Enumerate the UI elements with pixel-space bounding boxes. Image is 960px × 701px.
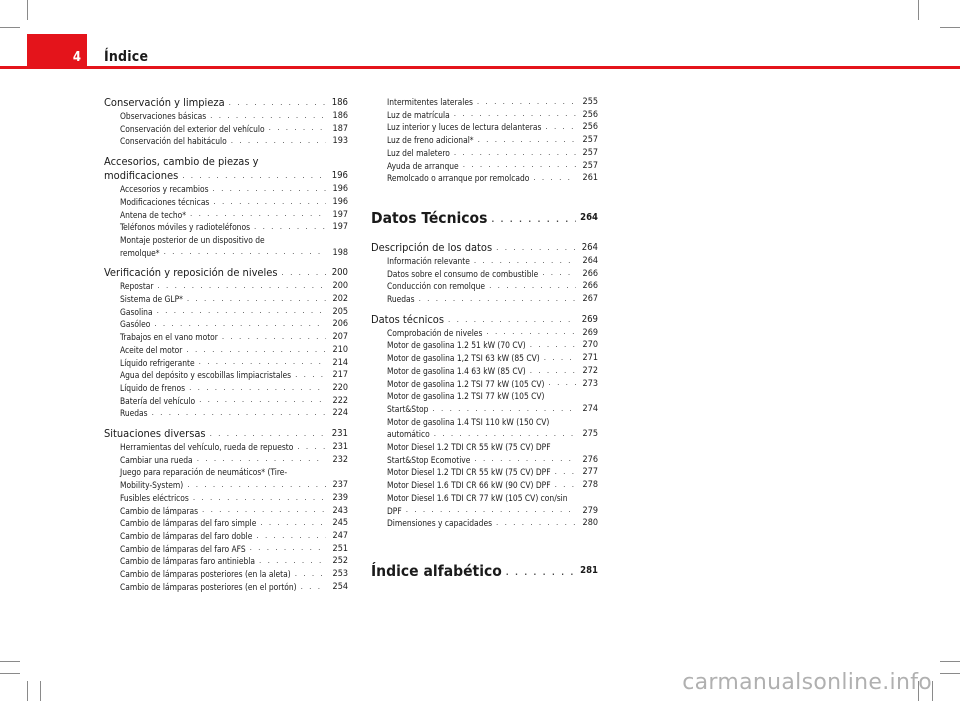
toc-entry-page: 187 — [332, 123, 348, 134]
toc-entry-page: 196 — [331, 170, 348, 182]
toc-entry-title: Cambio de lámparas faro antiniebla — [120, 556, 256, 567]
toc-entry-title: Gasóleo — [120, 319, 151, 330]
dot-leader — [202, 505, 326, 517]
toc-entry[interactable] — [104, 382, 348, 395]
toc-entry-page: 200 — [331, 267, 348, 279]
dot-leader — [213, 184, 327, 196]
toc-entry[interactable] — [371, 365, 598, 378]
toc-entry-page: 220 — [332, 382, 348, 393]
toc-entry-title: Luz interior y luces de lectura delanteras — [387, 122, 542, 133]
dot-leader — [269, 123, 326, 135]
crop-mark — [932, 681, 933, 701]
dot-leader — [448, 315, 576, 327]
toc-entry-page: 280 — [582, 518, 598, 529]
dot-leader — [210, 111, 326, 123]
toc-entry[interactable] — [104, 454, 348, 467]
toc-entry-page: 251 — [332, 543, 348, 554]
toc-entry-title: Situaciones diversas — [104, 427, 206, 441]
dot-leader — [491, 215, 576, 229]
toc-entry-title-line: Juego para reparación de neumáticos* (Tire- — [120, 467, 288, 478]
toc-entry[interactable] — [104, 96, 348, 110]
toc-entry[interactable] — [371, 207, 598, 229]
crop-mark — [27, 0, 28, 20]
dot-leader — [152, 408, 326, 420]
toc-entry-title: Conducción con remolque — [387, 281, 486, 292]
toc-entry[interactable] — [371, 313, 598, 327]
toc-entry-page: 196 — [332, 196, 348, 207]
toc-entry-page: 266 — [582, 281, 598, 292]
toc-entry[interactable] — [371, 378, 598, 391]
toc-entry[interactable] — [104, 344, 348, 357]
toc-entry[interactable] — [104, 331, 348, 344]
toc-entry-title: Datos técnicos — [371, 312, 444, 326]
toc-entry-title: Agua del depósito y escobillas limpiacristales — [120, 370, 292, 381]
toc-entry-page: 231 — [332, 442, 348, 453]
toc-entry[interactable] — [371, 268, 598, 281]
toc-entry-page: 186 — [332, 111, 348, 121]
toc-entry[interactable] — [371, 339, 598, 352]
toc-entry-page: 214 — [332, 357, 348, 368]
toc-entry[interactable] — [371, 403, 598, 416]
dot-leader — [157, 306, 326, 318]
toc-entry[interactable] — [371, 96, 598, 109]
toc-entry[interactable] — [104, 407, 348, 420]
toc-entry-title: Motor Diesel 1.2 TDI CR 55 kW (75 CV) DPF — [387, 467, 551, 478]
dot-leader — [496, 243, 576, 255]
dot-leader — [463, 160, 576, 172]
dot-leader — [189, 383, 326, 395]
toc-entry-title: Aceite del motor — [120, 344, 183, 355]
toc-entry-title: Cambio de lámparas del faro simple — [120, 518, 257, 529]
toc-entry-title: Start&Stop — [387, 403, 429, 414]
toc-entry-page: 239 — [332, 492, 348, 503]
toc-entry-page: 270 — [582, 340, 598, 351]
dot-leader — [250, 543, 326, 555]
dot-leader — [229, 98, 326, 110]
toc-entry[interactable] — [104, 266, 348, 280]
toc-entry-title: Conservación del exterior del vehículo — [120, 123, 265, 134]
dot-leader — [434, 429, 576, 441]
toc-entry[interactable] — [104, 280, 348, 293]
toc-entry-page: 281 — [580, 564, 598, 576]
dot-leader — [297, 442, 326, 454]
toc-entry-page: 253 — [332, 569, 348, 580]
dot-leader — [231, 136, 326, 148]
toc-entry-title: Índice alfabético — [371, 561, 502, 580]
toc-entry-page: 264 — [580, 211, 598, 223]
dot-leader — [489, 281, 576, 293]
toc-entry-title: Luz del maletero — [387, 147, 450, 158]
toc-entry[interactable] — [104, 183, 348, 196]
toc-entry-title: Comprobación de niveles — [387, 327, 483, 338]
toc-entry-page: 273 — [582, 378, 598, 389]
header-rule — [0, 66, 960, 69]
dot-leader — [545, 122, 576, 134]
toc-entry-page: 197 — [332, 209, 348, 220]
toc-entry-title: Conservación y limpieza — [104, 96, 225, 109]
toc-entry-title: Herramientas del vehículo, rueda de repuesto — [120, 442, 294, 453]
toc-entry-page: 186 — [331, 97, 348, 108]
toc-entry-title: Conservación del habitáculo — [120, 136, 227, 147]
toc-entry-page: 245 — [332, 518, 348, 529]
dot-leader — [555, 480, 576, 492]
toc-entry[interactable] — [104, 505, 348, 518]
toc-entry-title: Remolcado o arranque por remolcado — [387, 173, 530, 184]
dot-leader — [199, 357, 326, 369]
toc-entry-title: Observaciones básicas — [120, 111, 207, 121]
toc-entry[interactable] — [104, 135, 348, 148]
toc-entry-title: Cambio de lámparas — [120, 505, 199, 516]
toc-entry[interactable] — [371, 121, 598, 134]
toc-entry-page: 196 — [332, 184, 348, 195]
toc-entry-title: Motor de gasolina 1.2 51 kW (70 CV) — [387, 340, 526, 351]
toc-entry-title: Motor Diesel 1.6 TDI CR 66 kW (90 CV) DPF — [387, 480, 551, 491]
dot-leader — [213, 197, 326, 209]
toc-entry-title: Cambio de lámparas posteriores (en la aleta) — [120, 569, 291, 580]
dot-leader — [555, 467, 576, 479]
dot-leader — [474, 256, 576, 268]
toc-entry-page: 200 — [332, 281, 348, 292]
dot-leader — [259, 556, 326, 568]
toc-entry[interactable] — [371, 466, 598, 479]
toc-entry-page: 202 — [332, 294, 348, 305]
toc-entry-title: Batería del vehículo — [120, 395, 196, 406]
toc-entry-page: 252 — [332, 556, 348, 567]
toc-entry[interactable] — [371, 160, 598, 173]
toc-entry-title-line: Motor Diesel 1.2 TDI CR 55 kW (75 CV) DPF — [387, 442, 551, 453]
dot-leader — [295, 370, 326, 382]
toc-entry[interactable] — [104, 196, 348, 209]
toc-entry[interactable] — [371, 109, 598, 122]
toc-entry[interactable] — [104, 169, 348, 183]
dot-leader — [530, 340, 576, 352]
toc-entry[interactable] — [371, 327, 598, 340]
toc-right-column — [371, 96, 598, 594]
toc-entry-title: Verificación y reposición de niveles — [104, 266, 278, 280]
toc-entry[interactable] — [104, 517, 348, 530]
dot-leader — [478, 135, 576, 147]
toc-entry-page: 205 — [332, 306, 348, 317]
dot-leader — [164, 247, 326, 259]
toc-entry[interactable] — [371, 428, 598, 441]
toc-entry-title: Cambiar una rueda — [120, 454, 193, 465]
watermark: carmanualsonline.info — [682, 670, 932, 695]
toc-entry-title: Motor de gasolina 1,2 TSI 63 kW (85 CV) — [387, 353, 540, 364]
toc-entry[interactable] — [104, 543, 348, 556]
toc-entry-title: Líquido refrigerante — [120, 357, 195, 368]
toc-entry-page: 224 — [332, 408, 348, 419]
toc-entry[interactable] — [371, 352, 598, 365]
dot-leader — [256, 531, 326, 543]
toc-entry[interactable] — [104, 357, 348, 370]
toc-entry-page: 247 — [332, 530, 348, 541]
dot-leader — [533, 173, 576, 185]
toc-entry[interactable] — [104, 492, 348, 505]
toc-entry-title: Motor de gasolina 1.2 TSI 77 kW (105 CV) — [387, 378, 545, 389]
toc-entry-page: 254 — [332, 581, 348, 592]
toc-entry[interactable] — [104, 221, 348, 234]
toc-entry-page: 237 — [332, 480, 348, 491]
toc-entry[interactable] — [104, 568, 348, 581]
dot-leader — [282, 268, 326, 280]
page-title: Índice — [104, 49, 149, 65]
toc-entry-page: 269 — [581, 313, 598, 325]
toc-entry-title: Repostar — [120, 281, 154, 292]
toc-entry-page: 271 — [582, 353, 598, 364]
toc-entry-page: 264 — [581, 241, 598, 253]
toc-entry[interactable] — [104, 209, 348, 222]
crop-mark — [0, 673, 20, 674]
toc-entry-title: Motor de gasolina 1.4 63 kW (85 CV) — [387, 365, 526, 376]
toc-entry-title: Descripción de los datos — [371, 240, 493, 254]
toc-entry[interactable] — [104, 123, 348, 136]
toc-entry-title: Sistema de GLP* — [120, 294, 183, 305]
page-number: 4 — [72, 50, 81, 65]
crop-mark — [0, 661, 20, 662]
toc-entry-title: remolque* — [120, 247, 160, 258]
toc-entry-wrapped[interactable] — [104, 466, 348, 491]
crop-mark — [918, 0, 919, 20]
dot-leader — [210, 429, 326, 441]
toc-entry[interactable] — [371, 560, 598, 582]
toc-entry-title: Información relevante — [387, 255, 470, 266]
dot-leader — [530, 366, 576, 378]
dot-leader — [187, 294, 326, 306]
crop-mark — [0, 27, 20, 28]
toc-entry-title: Dimensiones y capacidades — [387, 518, 493, 529]
toc-entry-title: DPF — [387, 505, 402, 516]
dot-leader — [190, 209, 326, 221]
dot-leader — [157, 281, 326, 293]
toc-entry-page: 279 — [582, 505, 598, 516]
toc-entry-title: Ruedas — [120, 408, 148, 419]
dot-leader — [154, 319, 326, 331]
toc-entry-page: 257 — [582, 160, 598, 171]
dot-leader — [406, 505, 576, 517]
crop-mark — [27, 681, 28, 701]
toc-entry-title: Antena de techo* — [120, 209, 187, 220]
dot-leader — [496, 518, 576, 530]
dot-leader — [197, 454, 326, 466]
toc-entry-page: 232 — [332, 454, 348, 465]
dot-leader — [182, 171, 326, 183]
toc-entry-wrapped[interactable] — [104, 155, 348, 183]
toc-left-column — [104, 96, 348, 594]
dot-leader — [454, 109, 576, 121]
toc-entry[interactable] — [104, 581, 348, 594]
toc-entry-wrapped[interactable] — [104, 234, 348, 259]
dot-leader — [432, 404, 576, 416]
toc-entry[interactable] — [371, 280, 598, 293]
toc-entry[interactable] — [104, 306, 348, 319]
toc-entry-page: 269 — [582, 327, 598, 338]
toc-entry[interactable] — [371, 134, 598, 147]
toc-entry-wrapped[interactable] — [371, 492, 598, 517]
dot-leader — [542, 268, 576, 280]
dot-leader — [254, 222, 326, 234]
toc-entry-title: Cambio de lámparas del faro AFS — [120, 543, 246, 554]
toc-entry-title: Líquido de frenos — [120, 382, 186, 393]
dot-leader — [454, 148, 576, 160]
toc-entry[interactable] — [104, 530, 348, 543]
toc-entry-page: 276 — [582, 454, 598, 465]
dot-leader — [260, 518, 326, 530]
toc-entry[interactable] — [371, 255, 598, 268]
toc-entry[interactable] — [371, 517, 598, 530]
toc-entry-wrapped[interactable] — [371, 390, 598, 415]
toc-entry-page: 267 — [582, 294, 598, 305]
toc-entry-page: 193 — [332, 136, 348, 147]
toc-entry[interactable] — [371, 479, 598, 492]
toc-entry-title: Gasolina — [120, 306, 153, 317]
toc-entry-title: automático — [387, 429, 430, 440]
toc-entry-page: 206 — [332, 319, 348, 330]
toc-entry[interactable] — [104, 318, 348, 331]
toc-entry-title: modificaciones — [104, 169, 179, 183]
toc-entry-title-line: Motor de gasolina 1.4 TSI 110 kW (150 CV) — [387, 416, 550, 427]
toc-entry-title: Mobility-System) — [120, 480, 184, 491]
toc-entry-title: Teléfonos móviles y radioteléfonos — [120, 222, 250, 233]
toc-entry-title: Datos Técnicos — [371, 208, 488, 227]
toc-entry-page: 222 — [332, 395, 348, 406]
dot-leader — [474, 454, 576, 466]
toc-entry-page: 266 — [582, 268, 598, 279]
toc-entry[interactable] — [371, 241, 598, 255]
toc-entry[interactable] — [104, 395, 348, 408]
toc-entry[interactable] — [104, 479, 348, 492]
toc-entry-title: Start&Stop Ecomotive — [387, 454, 471, 465]
toc-entry-page: 210 — [332, 344, 348, 355]
toc-entry-page: 256 — [582, 109, 598, 120]
toc-entry-title: Luz de freno adicional* — [387, 135, 474, 146]
toc-entry-page: 275 — [582, 429, 598, 440]
toc-entry-page: 257 — [582, 147, 598, 158]
dot-leader — [419, 294, 576, 306]
dot-leader — [186, 345, 326, 357]
dot-leader — [477, 97, 576, 109]
toc-entry-page: 257 — [582, 135, 598, 146]
dot-leader — [187, 480, 326, 492]
crop-mark — [940, 27, 960, 28]
dot-leader — [199, 395, 326, 407]
toc-entry-page: 255 — [582, 97, 598, 107]
toc-entry-title: Datos sobre el consumo de combustible — [387, 268, 539, 279]
toc-entry-title-line: Motor de gasolina 1.2 TSI 77 kW (105 CV) — [387, 391, 545, 402]
toc-entry-page: 217 — [332, 370, 348, 381]
toc-entry[interactable] — [371, 172, 598, 185]
toc-entry[interactable] — [104, 247, 348, 260]
toc-entry[interactable] — [104, 369, 348, 382]
dot-leader — [301, 582, 326, 594]
toc-entry[interactable] — [104, 110, 348, 123]
crop-mark — [940, 673, 960, 674]
toc-entry-title: Cambio de lámparas del faro doble — [120, 530, 253, 541]
toc-entry-title-line: Montaje posterior de un dispositivo de — [120, 234, 265, 245]
toc-entry-title: Trabajos en el vano motor — [120, 332, 218, 343]
dot-leader — [549, 378, 576, 390]
toc-entry-page: 256 — [582, 122, 598, 133]
dot-leader — [222, 332, 326, 344]
toc-entry-title: Ruedas — [387, 294, 415, 305]
toc-entry[interactable] — [371, 505, 598, 518]
toc-entry-page: 231 — [331, 428, 348, 440]
toc-entry-page: 272 — [582, 365, 598, 376]
toc-entry-page: 198 — [332, 247, 348, 258]
toc-entry-title-line: Accesorios, cambio de piezas y — [104, 155, 259, 169]
toc-entry-page: 274 — [582, 403, 598, 414]
dot-leader — [295, 569, 326, 581]
crop-mark — [40, 681, 41, 701]
toc-entry-page: 261 — [582, 173, 598, 184]
toc-entry-wrapped[interactable] — [371, 416, 598, 441]
toc-entry[interactable] — [104, 555, 348, 568]
toc-entry-page: 264 — [582, 255, 598, 266]
toc-entry[interactable] — [104, 427, 348, 441]
toc-entry-title: Cambio de lámparas posteriores (en el portón) — [120, 581, 297, 592]
toc-entry[interactable] — [371, 293, 598, 306]
page-number-tab — [27, 34, 87, 69]
toc-entry-title-line: Motor Diesel 1.6 TDI CR 77 kW (105 CV) con/sin — [387, 492, 568, 503]
toc-entry-title: Fusibles eléctricos — [120, 492, 189, 503]
dot-leader — [486, 327, 576, 339]
toc-entry-title: Luz de matrícula — [387, 109, 450, 120]
toc-entry-title: Accesorios y recambios — [120, 184, 209, 195]
toc-entry-title: Ayuda de arranque — [387, 160, 459, 171]
toc-entry[interactable] — [371, 147, 598, 160]
toc-entry-title: Intermitentes laterales — [387, 97, 473, 107]
toc-entry-page: 278 — [582, 480, 598, 491]
toc-entry-wrapped[interactable] — [371, 441, 598, 466]
toc-entry[interactable] — [371, 454, 598, 467]
toc-entry-page: 197 — [332, 222, 348, 233]
toc-entry[interactable] — [104, 293, 348, 306]
toc-entry-page: 207 — [332, 332, 348, 343]
toc-entry-title: Modificaciones técnicas — [120, 196, 210, 207]
toc-entry[interactable] — [104, 441, 348, 454]
dot-leader — [506, 568, 576, 582]
crop-mark — [940, 661, 960, 662]
toc-entry-page: 277 — [582, 467, 598, 478]
dot-leader — [193, 493, 326, 505]
toc-entry-page: 243 — [332, 505, 348, 516]
dot-leader — [544, 353, 576, 365]
